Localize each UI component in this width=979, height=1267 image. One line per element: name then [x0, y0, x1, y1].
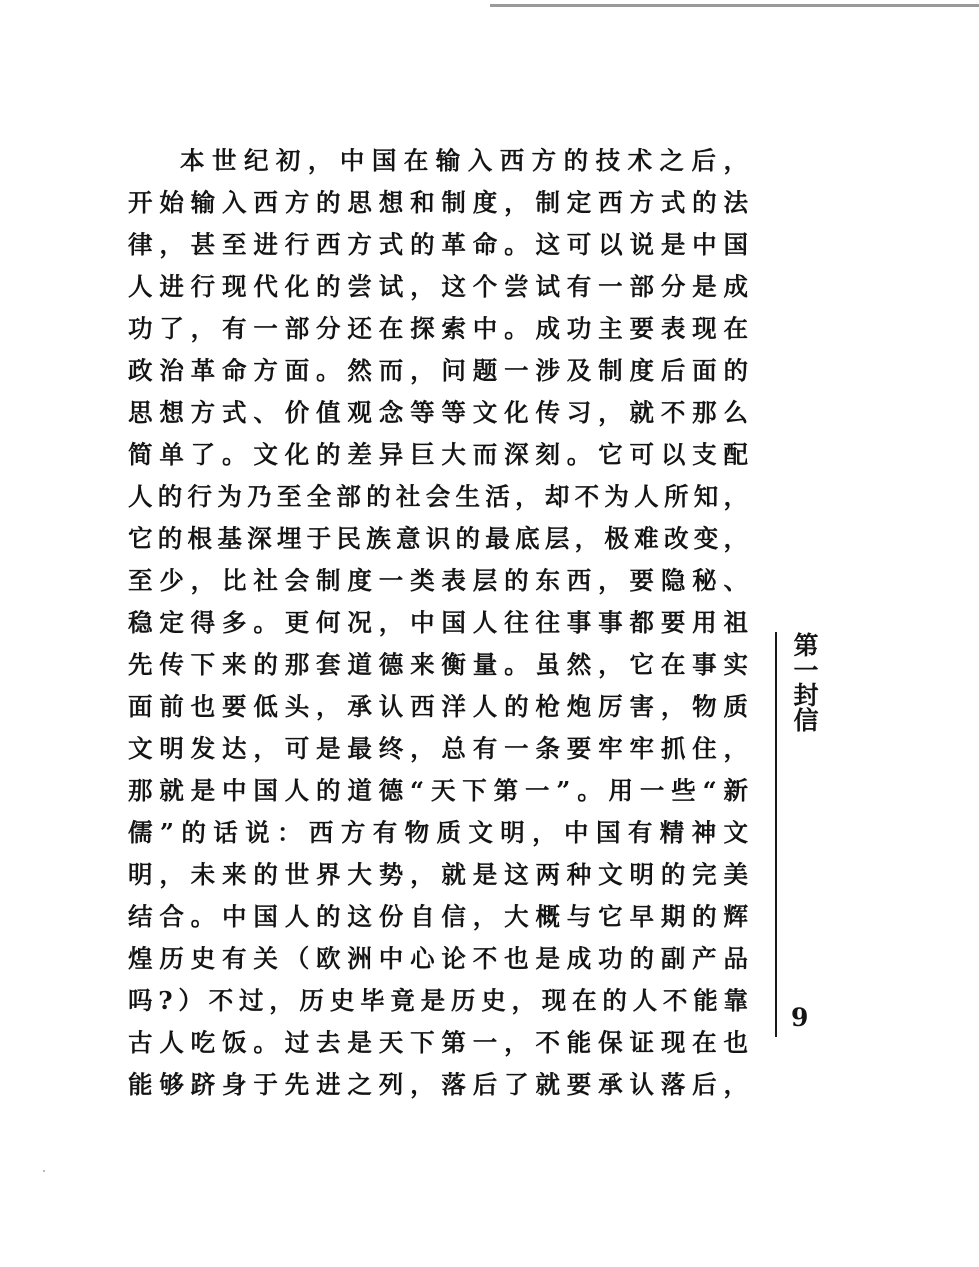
text-line: 先传下来的那套道德来衡量。虽然，它在事实 — [128, 650, 748, 679]
text-line: 人的行为乃至全部的社会生活，却不为人所知， — [128, 482, 748, 511]
margin-rule — [775, 632, 777, 1037]
text-line: 能够跻身于先进之列，落后了就要承认落后， — [128, 1070, 748, 1099]
text-line: 本世纪初，中国在输入西方的技术之后， — [180, 146, 748, 175]
top-rule — [490, 4, 979, 7]
text-line: 面前也要低头，承认西洋人的枪炮厉害，物质 — [128, 692, 748, 721]
text-line: 煌历史有关（欧洲中心论不也是成功的副产品 — [128, 944, 748, 973]
text-line: 思想方式、价值观念等等文化传习，就不那么 — [128, 398, 748, 427]
text-line: 开始输入西方的思想和制度，制定西方式的法 — [128, 188, 748, 217]
text-line: 结合。中国人的这份自信，大概与它早期的辉 — [128, 902, 748, 931]
page-number: 9 — [791, 1003, 809, 1032]
text-line: 律，甚至进行西方式的革命。这可以说是中国 — [128, 230, 748, 259]
chapter-title: 第一封信 — [790, 632, 819, 732]
scan-speck — [43, 1170, 45, 1172]
text-line: 功了，有一部分还在探索中。成功主要表现在 — [128, 314, 748, 343]
text-line: 它的根基深埋于民族意识的最底层，极难改变， — [128, 524, 748, 553]
text-line: 稳定得多。更何况，中国人往往事事都要用祖 — [128, 608, 748, 637]
text-line: 古人吃饭。过去是天下第一，不能保证现在也 — [128, 1028, 748, 1057]
text-line: 人进行现代化的尝试，这个尝试有一部分是成 — [128, 272, 748, 301]
text-line: 文明发达，可是最终，总有一条要牢牢抓住， — [128, 734, 748, 763]
text-line: 政治革命方面。然而，问题一涉及制度后面的 — [128, 356, 748, 385]
text-line: 明，未来的世界大势，就是这两种文明的完美 — [128, 860, 748, 889]
text-line: 那就是中国人的道德“天下第一”。用一些“新 — [128, 776, 748, 805]
text-line: 至少，比社会制度一类表层的东西，要隐秘、 — [128, 566, 748, 595]
text-line: 吗?）不过，历史毕竟是历史，现在的人不能靠 — [128, 986, 748, 1015]
text-line: 简单了。文化的差异巨大而深刻。它可以支配 — [128, 440, 748, 469]
body-paragraph — [128, 140, 748, 1106]
text-line: 儒”的话说：西方有物质文明，中国有精神文 — [128, 818, 748, 847]
